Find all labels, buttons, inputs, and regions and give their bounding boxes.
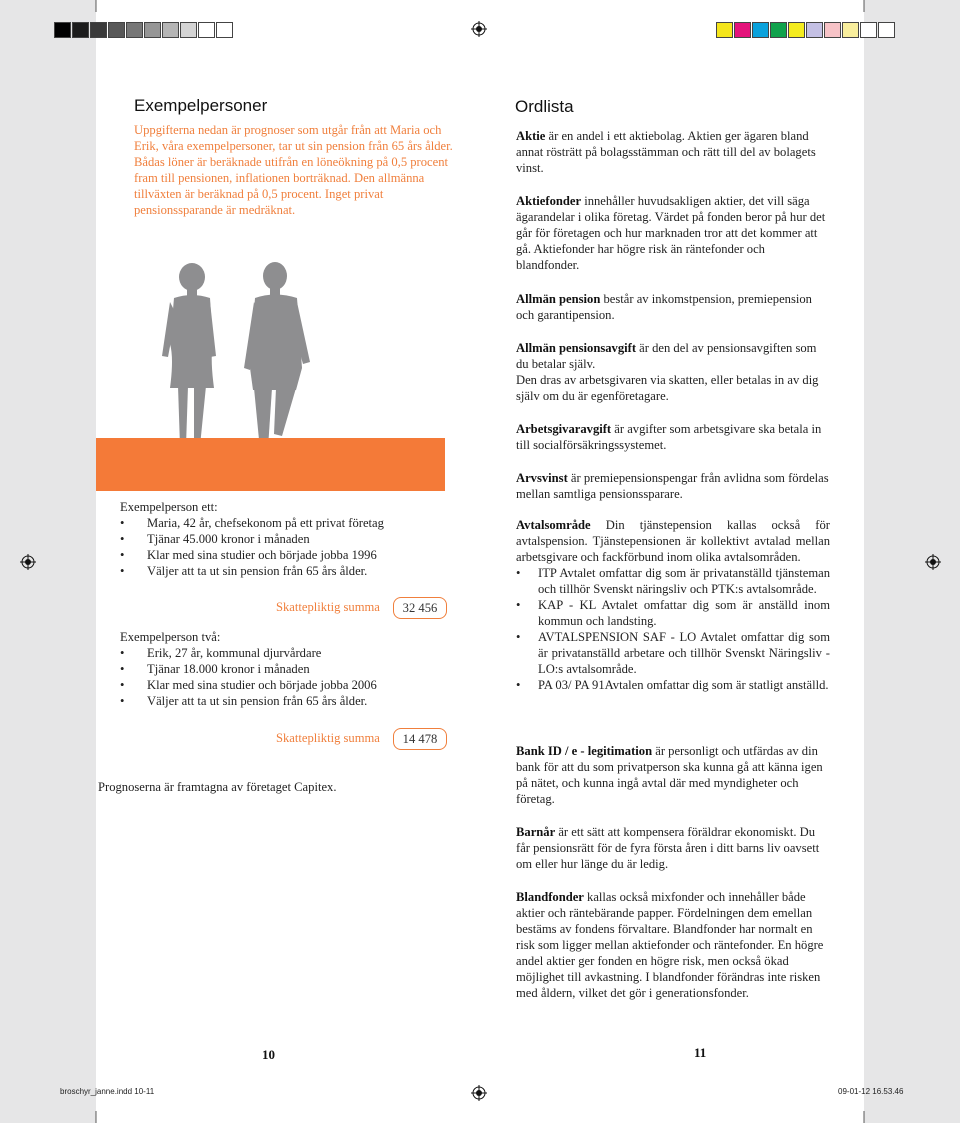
avtal-list	[516, 565, 830, 693]
list-item: • Väljer att ta ut sin pension från 65 års ålder.	[120, 693, 377, 709]
orange-accent-band	[96, 438, 445, 491]
glossary-definition: är en andel i ett aktiebolag. Aktien ger ägaren bland annat rösträtt på bolagsstämman och rätt till del av bolagets vinst.	[516, 129, 816, 175]
glossary-entry-allman-pensionsavgift	[516, 340, 830, 404]
list-item: • Tjänar 18.000 kronor i månaden	[120, 661, 377, 677]
list-item: • ITP Avtalet omfattar dig som är privatanställd tjänsteman och tillhör Svenskt näringsliv och PTK:s avtalsområde.	[516, 565, 830, 597]
glossary-term: Avtalsområde	[516, 518, 591, 532]
glossary-entry-bankid	[516, 743, 830, 807]
glossary-entry-arvsvinst	[516, 470, 830, 502]
page-title-exempelpersoner: Exempelpersoner	[134, 96, 268, 115]
glossary-definition: är personligt och utfärdas av din bank för att du som privatperson ska kunna gå att känna igen på nätet, och kunna ingå avtal där med myndigheter och företag.	[516, 744, 823, 806]
glossary-definition: är avgifter som arbetsgivare ska betala in till socialförsäkringssystemet.	[516, 422, 822, 452]
glossary-term: Allmän pensionsavgift	[516, 341, 637, 355]
glossary-definition: Den dras av arbetsgivaren via skatten, eller betalas in av dig själv om du är egenföretagare.	[516, 373, 819, 403]
glossary-entry-allman-pension	[516, 291, 830, 323]
glossary-definition: består av inkomstpension, premiepension och garantipension.	[516, 292, 812, 322]
slug-timestamp: 09-01-12 16.53.46	[838, 1087, 904, 1096]
footnote-source: Prognoserna är framtagna av företaget Capitex.	[98, 780, 337, 794]
tax-value-one: 32 456	[393, 597, 447, 619]
glossary-entry-aktie	[516, 128, 830, 176]
person-one-block	[120, 499, 384, 579]
page-number-left: 10	[262, 1047, 275, 1062]
glossary-definition: innehåller huvudsakligen aktier, det vill säga ägarandelar i olika företag. Värdet på fonden beror på hur det går för företagen och hur marknaden tror att det kommer att gå. Aktiefonder har högre risk än räntefonder och blandfonder.	[516, 194, 826, 272]
glossary-entry-arbetsgivaravgift	[516, 421, 830, 453]
page-number-right: 11	[694, 1045, 707, 1060]
tax-value-two: 14 478	[393, 728, 447, 750]
list-item: • AVTALSPENSION SAF - LO Avtalet omfattar dig som är privatanställd arbetare och tillhör Svenskt Näringsliv - LO:s avtalsområde.	[516, 629, 830, 677]
glossary-entry-aktiefonder	[516, 193, 830, 273]
list-item: • Tjänar 45.000 kronor i månaden	[120, 531, 384, 547]
glossary-definition: är ett sätt att kompensera föräldrar ekonomiskt. Du får pensionsrätt för de fyra första åren i ditt barns liv oavsett om eller hur länge du är ledig.	[516, 825, 820, 871]
glossary-definition: är den del av pensionsavgiften som du betalar själv.	[516, 341, 817, 371]
glossary-term: Allmän pension	[516, 292, 601, 306]
list-item: • Väljer att ta ut sin pension från 65 års ålder.	[120, 563, 384, 579]
glossary-term: Arvsvinst	[516, 471, 568, 485]
slug-filename: broschyr_janne.indd 10-11	[60, 1087, 155, 1096]
list-item: • KAP - KL Avtalet omfattar dig som är anställd inom kommun och landsting.	[516, 597, 830, 629]
glossary-term: Arbetsgivaravgift	[516, 422, 612, 436]
list-item: • PA 03/ PA 91Avtalen omfattar dig som är statligt anställd.	[516, 677, 830, 693]
glossary-term: Barnår	[516, 825, 556, 839]
person-one-list	[120, 515, 384, 579]
glossary-term: Bank ID / e - legitimation	[516, 744, 653, 758]
glossary-term: Aktiefonder	[516, 194, 582, 208]
glossary-definition: är premiepensionspengar från avlidna som fördelas mellan samtliga pensionssparare.	[516, 471, 829, 501]
glossary-term: Aktie	[516, 129, 546, 143]
page-title-ordlista: Ordlista	[515, 97, 574, 116]
person-two-heading: Exempelperson två:	[120, 630, 221, 644]
list-item: • Klar med sina studier och började jobba 2006	[120, 677, 377, 693]
person-two-block	[120, 629, 377, 709]
glossary-entry-avtalsomrade	[516, 517, 830, 693]
tax-label-one: Skattepliktig summa	[276, 600, 380, 614]
person-one-heading: Exempelperson ett:	[120, 500, 218, 514]
glossary-entry-barnar	[516, 824, 830, 872]
list-item: • Maria, 42 år, chefsekonom på ett privat företag	[120, 515, 384, 531]
people-silhouette-icon	[150, 258, 330, 458]
person-two-list	[120, 645, 377, 709]
glossary-term: Blandfonder	[516, 890, 584, 904]
tax-label-two: Skattepliktig summa	[276, 731, 380, 745]
glossary-definition: Din tjänstepension kallas också för avtalspension. Tjänstepensionen är kollektivt avtalad mellan arbetsgivare och fackförbund inom olika avtalsområden.	[516, 518, 830, 564]
intro-paragraph: Uppgifterna nedan är prognoser som utgår från att Maria och Erik, våra exempelpersoner, tar ut sin pension från 65 års ålder. Bådas löner är beräknade utifrån en löneökning på 0,5 procent fram till pensionen, inflationen borträknad. Den allmänna tillväxten är beräknad på 0,5 procent. Inget privat pensionssparande är medräknat.	[134, 123, 453, 217]
glossary-definition: kallas också mixfonder och innehåller både aktier och räntebärande papper. Fördelningen dem emellan bestäms av fondens förvaltare. Blandfonder har normalt en risk som ligger mellan aktiefonder och räntefonder. En högre andel aktier ger fonden en högre risk, men också ökad möjlighet till avkastning. I blandfonder förändras inte risken med åldern, vilket det gör i generationsfonder.	[516, 890, 824, 1000]
glossary-entry-blandfonder	[516, 889, 830, 1001]
list-item: • Erik, 27 år, kommunal djurvårdare	[120, 645, 377, 661]
list-item: • Klar med sina studier och började jobba 1996	[120, 547, 384, 563]
